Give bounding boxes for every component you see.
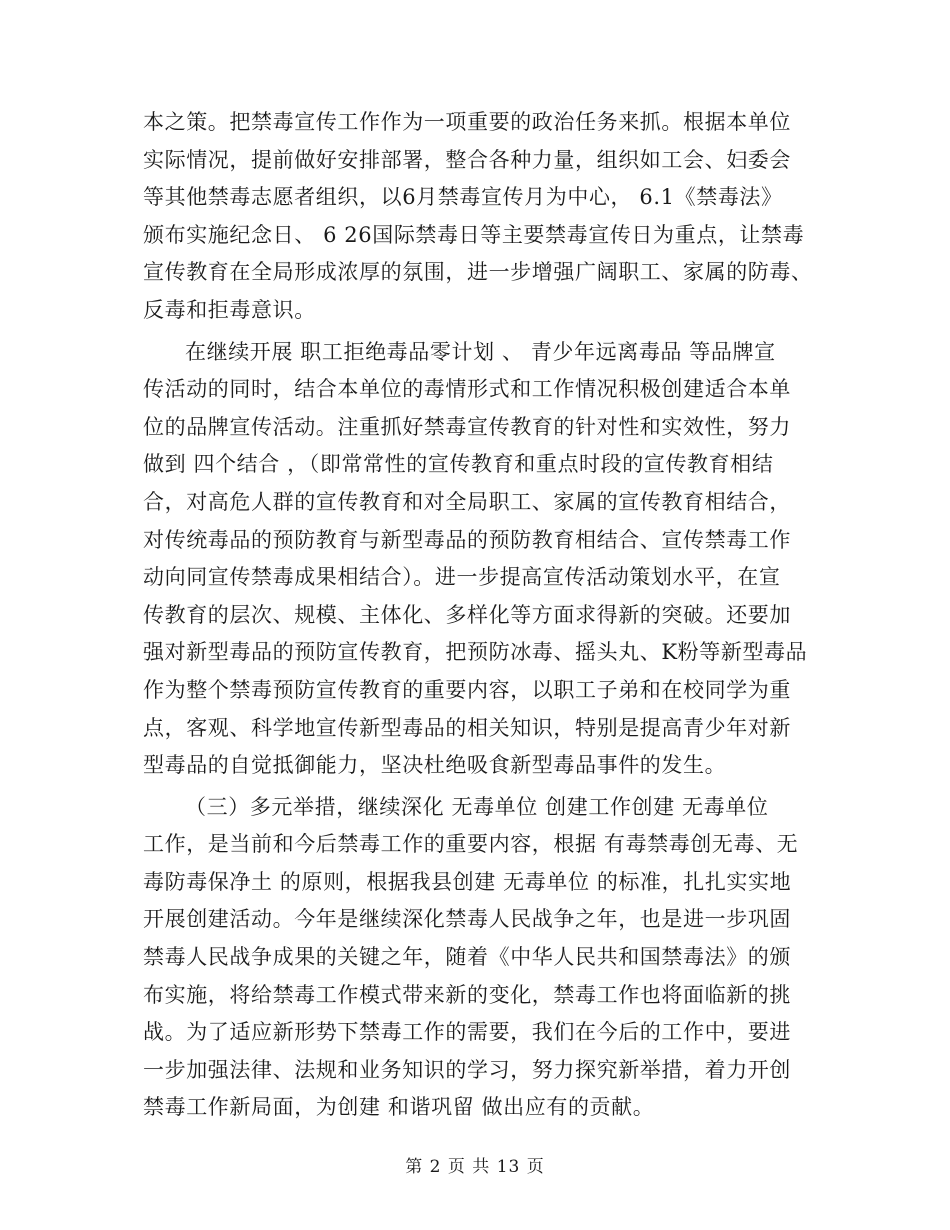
text-line: 位的品牌宣传活动。注重抓好禁毒宣传教育的针对性和实效性，努力	[143, 414, 791, 439]
page-footer: 第 2 页 共 13 页	[405, 1157, 545, 1177]
text-line: 动向同宣传禁毒成果相结合）。进一步提高宣传活动策划水平，在宣	[143, 565, 781, 590]
text-line: 反毒和拒毒意识。	[143, 297, 316, 322]
text-line: 等其他禁毒志愿者组织，以6月禁毒宣传月为中心， 6.1《禁毒法》	[143, 185, 783, 210]
text-line: 工作，是当前和今后禁毒工作的重要内容，根据 有毒禁毒创无毒、无	[143, 832, 799, 857]
text-line: 颁布实施纪念日、 6 26国际禁毒日等主要禁毒宣传日为重点，让禁毒	[143, 222, 805, 247]
text-line: 传教育的层次、规模、主体化、多样化等方面求得新的突破。还要加	[143, 602, 791, 627]
paragraph-2	[143, 334, 815, 785]
text-line: 作为整个禁毒预防宣传教育的重要内容，以职工子弟和在校同学为重	[143, 677, 791, 702]
text-line: 一步加强法律、法规和业务知识的学习，努力探究新举措，着力开创	[143, 1057, 791, 1082]
paragraph-3	[143, 789, 815, 1127]
text-line: 宣传教育在全局形成浓厚的氛围，进一步增强广阔职工、家属的防毒、	[143, 260, 813, 285]
text-line: 点，客观、科学地宣传新型毒品的相关知识，特别是提高青少年对新	[143, 715, 791, 740]
text-line: 本之策。把禁毒宣传工作作为一项重要的政治任务来抓。根据本单位	[143, 110, 791, 134]
text-line: 禁毒人民战争成果的关键之年，随着《中华人民共和国禁毒法》的颁	[143, 945, 791, 970]
text-line: 实际情况，提前做好安排部署，整合各种力量，组织如工会、妇委会	[143, 147, 791, 172]
text-line: 合，对高危人群的宣传教育和对全局职工、家属的宣传教育相结合，	[143, 489, 791, 514]
text-line: 在继续开展 职工拒绝毒品零计划 、 青少年远离毒品 等品牌宣	[185, 339, 776, 364]
text-line: 战。为了适应新形势下禁毒工作的需要，我们在今后的工作中，要进	[143, 1020, 791, 1045]
text-line: 对传统毒品的预防教育与新型毒品的预防教育相结合、宣传禁毒工作	[143, 527, 791, 552]
text-line: 布实施，将给禁毒工作模式带来新的变化，禁毒工作也将面临新的挑	[143, 982, 791, 1007]
text-line: 传活动的同时，结合本单位的毒情形式和工作情况积极创建适合本单	[143, 377, 791, 402]
text-line: 强对新型毒品的预防宣传教育，把预防冰毒、摇头丸、K粉等新型毒品	[143, 640, 808, 665]
text-line: （三）多元举措，继续深化 无毒单位 创建工作创建 无毒单位	[185, 794, 769, 819]
text-line: 毒防毒保净土 的原则，根据我县创建 无毒单位 的标准，扎扎实实地	[143, 869, 792, 894]
paragraph-1	[143, 104, 815, 330]
text-line: 做到 四个结合 ，（即常常性的宣传教育和重点时段的宣传教育相结	[143, 452, 774, 477]
text-line: 开展创建活动。今年是继续深化禁毒人民战争之年，也是进一步巩固	[143, 907, 791, 932]
document-body	[143, 104, 815, 1127]
text-line: 型毒品的自觉抵御能力，坚决杜绝吸食新型毒品事件的发生。	[143, 753, 727, 778]
text-line: 禁毒工作新局面，为创建 和谐巩留 做出应有的贡献。	[143, 1095, 655, 1120]
